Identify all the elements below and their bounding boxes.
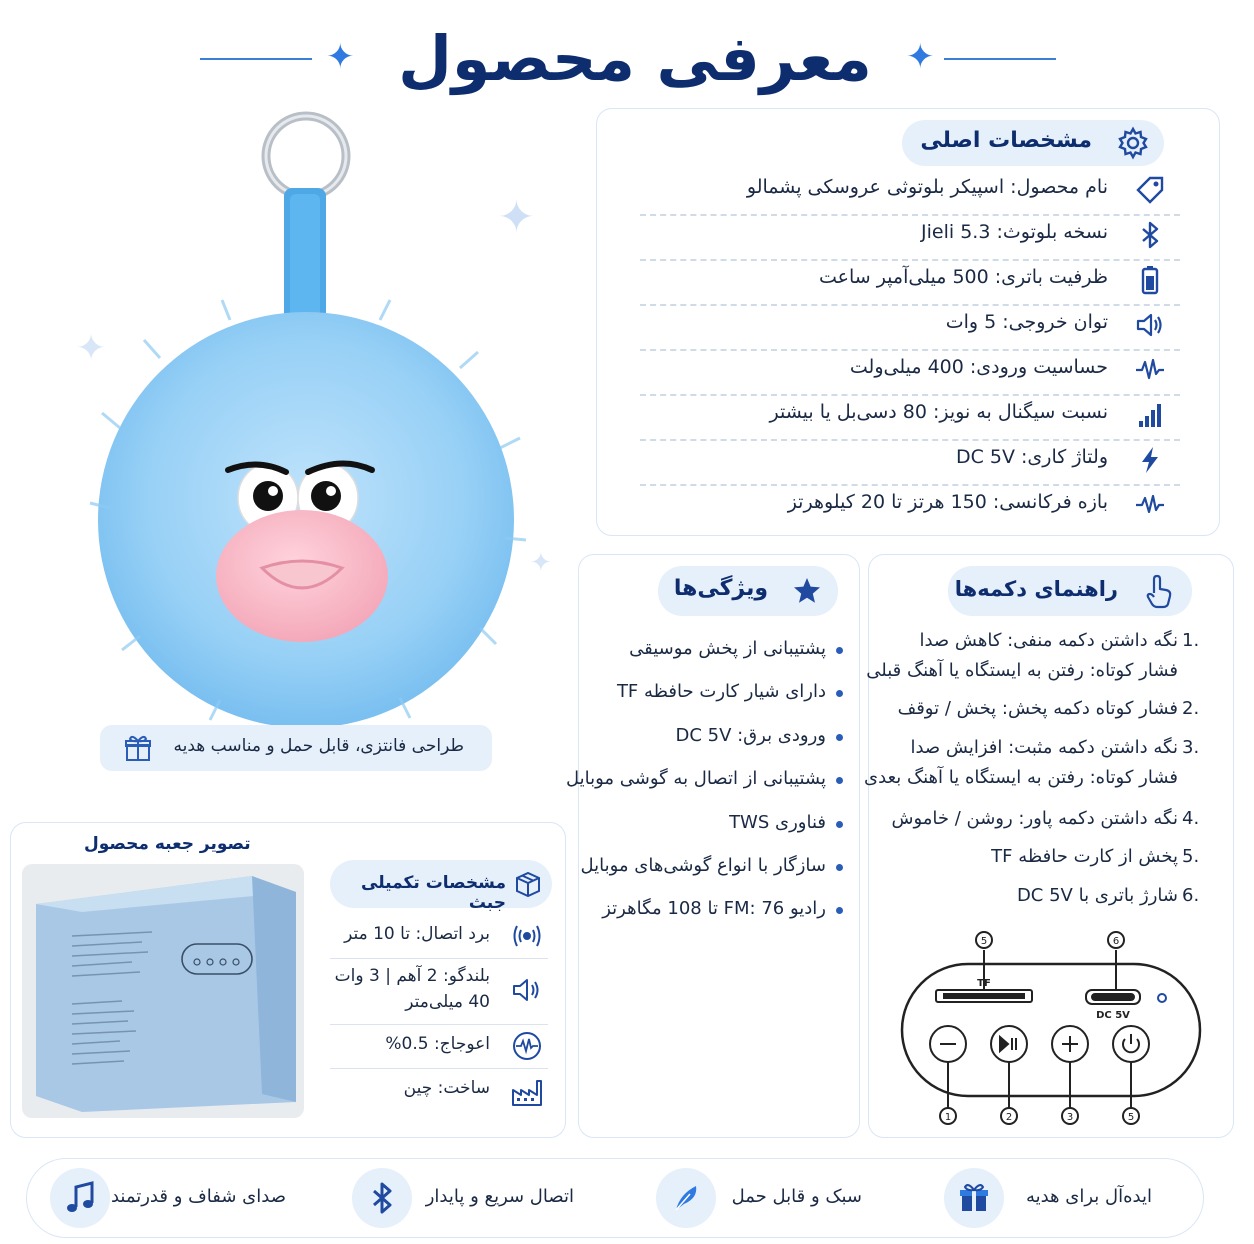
svg-text:DC 5V: DC 5V bbox=[1096, 1010, 1130, 1021]
feature-item: پشتیبانی از اتصال به گوشی موبایل bbox=[565, 768, 826, 789]
feature-item: سازگار با انواع گوشی‌های موبایل bbox=[580, 855, 826, 876]
svg-text:5: 5 bbox=[980, 936, 988, 947]
waveform-icon bbox=[1134, 354, 1166, 386]
title-line-right bbox=[944, 58, 1056, 60]
speaker-icon bbox=[510, 974, 544, 1006]
feature-bullet bbox=[836, 864, 843, 871]
step-number: 6. bbox=[1182, 885, 1200, 906]
spec-row bbox=[640, 260, 1180, 306]
svg-text:2: 2 bbox=[1005, 1112, 1013, 1123]
product-image bbox=[80, 108, 540, 728]
extra-specs-title: مشخصات تکمیلی جبث bbox=[361, 873, 506, 913]
spec-output: توان خروجی: 5 وات bbox=[945, 311, 1108, 333]
box-photo bbox=[22, 864, 304, 1118]
spec-row bbox=[640, 170, 1180, 216]
svg-text:TF: TF bbox=[977, 978, 991, 989]
gear-icon bbox=[1116, 126, 1150, 160]
feature-item: فناوری TWS bbox=[729, 812, 826, 833]
lightning-icon bbox=[1134, 444, 1166, 476]
page-title: معرفی محصول bbox=[398, 22, 872, 95]
spec-battery: ظرفیت باتری: 500 میلی‌آمپر ساعت bbox=[818, 266, 1108, 288]
box-icon bbox=[514, 870, 542, 898]
svg-text:3: 3 bbox=[1066, 1112, 1074, 1123]
box-image-title: تصویر جعبه محصول bbox=[84, 834, 251, 854]
frequency-icon bbox=[1134, 489, 1166, 521]
battery-icon bbox=[1134, 264, 1166, 296]
spec-row bbox=[640, 215, 1180, 261]
feature-item: ورودی برق: DC 5V bbox=[675, 725, 826, 746]
button-step-5: پخش از کارت حافظه TF bbox=[991, 846, 1178, 867]
music-note-icon bbox=[64, 1181, 96, 1215]
title-line-left bbox=[200, 58, 312, 60]
product-caption-pill bbox=[100, 725, 492, 771]
waveform-icon bbox=[510, 1030, 544, 1062]
bottom-text: اتصال سریع و پایدار bbox=[425, 1186, 574, 1207]
feature-item: پشتیبانی از پخش موسیقی bbox=[629, 638, 826, 659]
extra-spec-origin: ساخت: چین bbox=[403, 1078, 490, 1098]
product-caption: طراحی فانتزی، قابل حمل و مناسب هدیه bbox=[173, 736, 464, 756]
bluetooth-icon bbox=[366, 1180, 398, 1216]
speaker-icon bbox=[1134, 309, 1166, 341]
feature-bullet bbox=[836, 777, 843, 784]
feature-bullet bbox=[836, 647, 843, 654]
step-number: 2. bbox=[1182, 698, 1200, 719]
svg-text:6: 6 bbox=[1112, 936, 1120, 947]
sparkle-icon: ✦ bbox=[906, 37, 935, 77]
bottom-text: صدای شفاف و قدرتمند bbox=[110, 1186, 286, 1207]
step-number: 4. bbox=[1182, 808, 1200, 829]
spec-row bbox=[640, 485, 1180, 529]
spec-sensitivity: حساسیت ورودی: 400 میلی‌ولت bbox=[849, 356, 1108, 378]
gift-icon bbox=[958, 1182, 990, 1214]
specs-title-pill bbox=[902, 120, 1164, 166]
spec-bluetooth: نسخه بلوتوث: Jieli 5.3 bbox=[921, 221, 1108, 243]
bottom-item-portable bbox=[652, 1168, 892, 1228]
extra-spec-row bbox=[330, 1024, 548, 1069]
spec-row bbox=[640, 440, 1180, 486]
extra-spec-row bbox=[330, 1068, 548, 1114]
star-icon bbox=[792, 576, 822, 606]
bottom-item-sound bbox=[46, 1168, 296, 1228]
button-step-1: نگه داشتن دکمه منفی: کاهش صدا bbox=[919, 630, 1178, 651]
gift-icon bbox=[124, 734, 152, 762]
svg-text:5: 5 bbox=[1127, 1112, 1135, 1123]
feature-item: دارای شیار کارت حافظه TF bbox=[616, 681, 826, 702]
button-step-3-detail: فشار کوتاه: رفتن به ایستگاه یا آهنگ بعدی bbox=[864, 767, 1178, 788]
step-number: 1. bbox=[1182, 630, 1200, 651]
bottom-item-connection bbox=[348, 1168, 588, 1228]
feature-bullet bbox=[836, 907, 843, 914]
extra-specs-title-pill bbox=[330, 860, 552, 913]
signal-bars-icon bbox=[1134, 399, 1166, 431]
button-step-4: نگه داشتن دکمه پاور: روشن / خاموش bbox=[891, 808, 1178, 829]
button-diagram bbox=[896, 928, 1208, 1128]
extra-spec-driver-size: 40 میلی‌متر bbox=[405, 992, 490, 1012]
feature-bullet bbox=[836, 821, 843, 828]
extra-spec-driver: بلندگو: 2 آهم | 3 وات bbox=[334, 966, 490, 986]
wireless-icon bbox=[510, 920, 544, 952]
step-number: 3. bbox=[1182, 737, 1200, 758]
button-step-1-detail: فشار کوتاه: رفتن به ایستگاه یا آهنگ قبلی bbox=[866, 660, 1178, 681]
extra-spec-row bbox=[330, 914, 548, 959]
specs-title: مشخصات اصلی bbox=[920, 128, 1092, 153]
extra-spec-range: برد اتصال: تا 10 متر bbox=[344, 924, 490, 944]
feature-bullet bbox=[836, 690, 843, 697]
extra-spec-row bbox=[330, 958, 548, 1025]
sparkle-icon: ✦ bbox=[76, 328, 107, 369]
spec-name: نام محصول: اسپیکر بلوتوثی عروسکی پشمالو bbox=[746, 176, 1108, 198]
spec-frequency: بازه فرکانسی: 150 هرتز تا 20 کیلوهرتز bbox=[787, 491, 1108, 513]
button-step-3: نگه داشتن دکمه مثبت: افزایش صدا bbox=[910, 737, 1178, 758]
spec-voltage: ولتاژ کاری: DC 5V bbox=[955, 446, 1108, 468]
extra-spec-distortion: اعوجاج: 0.5% bbox=[385, 1034, 490, 1054]
features-title-pill bbox=[658, 566, 838, 616]
buttons-title: راهنمای دکمه‌ها bbox=[954, 577, 1118, 601]
spec-snr: نسبت سیگنال به نویز: 80 دسی‌بل یا بیشتر bbox=[769, 401, 1108, 423]
spec-row bbox=[640, 395, 1180, 441]
button-step-6: شارژ باتری با DC 5V bbox=[1016, 885, 1178, 906]
bottom-item-gift bbox=[940, 1168, 1180, 1228]
button-step-2: فشار کوتاه دکمه پخش: پخش / توقف bbox=[897, 698, 1178, 719]
step-number: 5. bbox=[1182, 846, 1200, 867]
hand-pointer-icon bbox=[1142, 573, 1176, 609]
sparkle-icon: ✦ bbox=[530, 548, 552, 578]
feature-item: رادیو FM: 76 تا 108 مگاهرتز bbox=[602, 898, 826, 919]
spec-row bbox=[640, 350, 1180, 396]
svg-text:1: 1 bbox=[944, 1112, 952, 1123]
spec-row bbox=[640, 305, 1180, 351]
factory-icon bbox=[510, 1076, 544, 1108]
bottom-text: سبک و قابل حمل bbox=[731, 1186, 862, 1207]
feather-icon bbox=[670, 1182, 702, 1214]
features-title: ویژگی‌ها bbox=[673, 576, 768, 601]
bluetooth-icon bbox=[1134, 219, 1166, 251]
feature-bullet bbox=[836, 734, 843, 741]
buttons-title-pill bbox=[948, 566, 1192, 616]
sparkle-icon: ✦ bbox=[498, 192, 535, 243]
sparkle-icon: ✦ bbox=[326, 37, 355, 77]
tag-icon bbox=[1134, 174, 1166, 206]
bottom-text: ایده‌آل برای هدیه bbox=[1025, 1186, 1152, 1207]
